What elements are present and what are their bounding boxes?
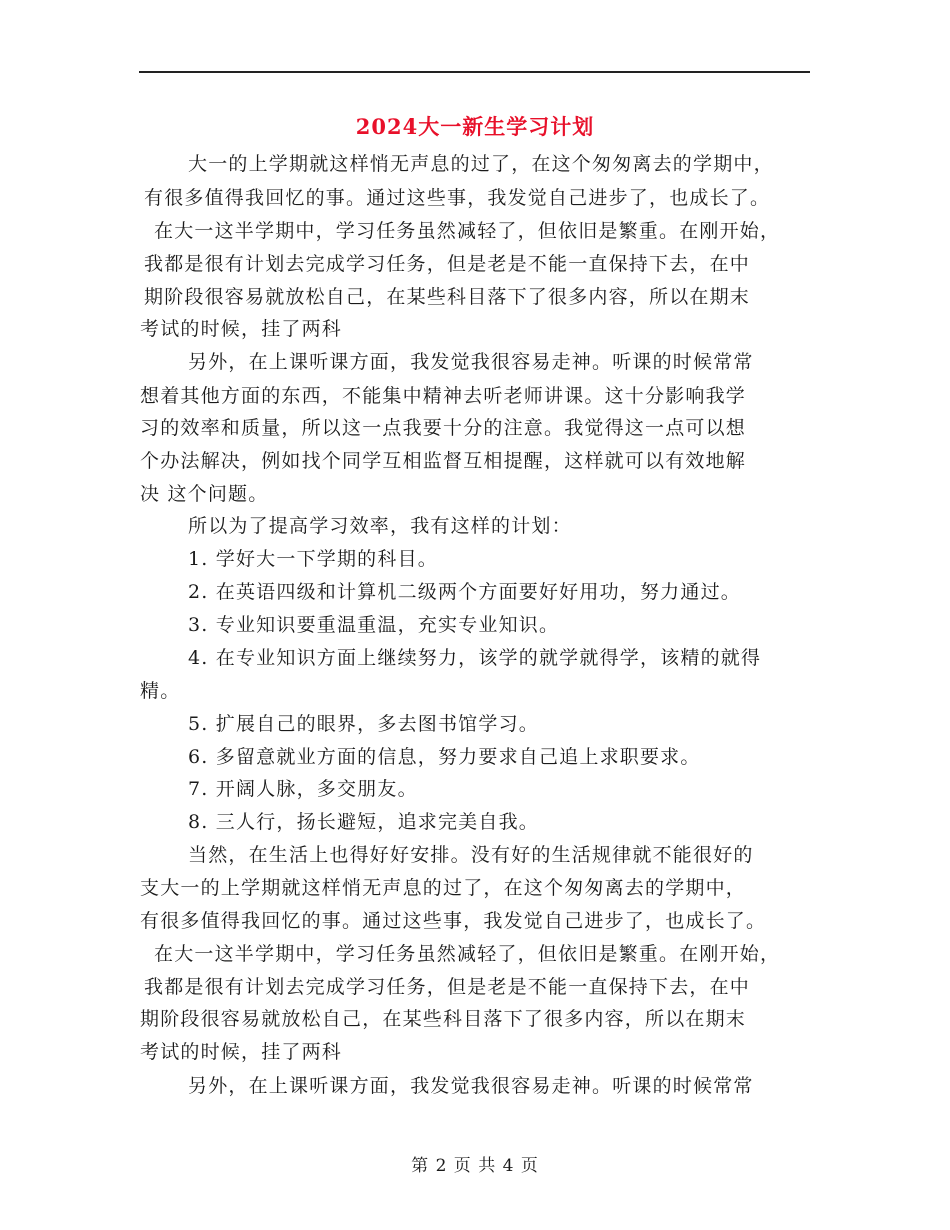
list-item: 6. 多留意就业方面的信息，努力要求自己追上求职要求。 (188, 746, 701, 768)
body-line: 期阶段很容易就放松自己，在某些科目落下了很多内容，所以在期末 (140, 1008, 747, 1030)
body-line: 想着其他方面的东西，不能集中精神去听老师讲课。这十分影响我学 (140, 385, 747, 407)
body-line: 个办法解决，例如找个同学互相监督互相提醒，这样就可以有效地解 (140, 450, 747, 472)
body-line: 支大一的上学期就这样悄无声息的过了，在这个匆匆离去的学期中， (140, 877, 747, 899)
body-line: 所以为了提高学习效率，我有这样的计划： (188, 515, 572, 537)
list-item: 2. 在英语四级和计算机二级两个方面要好好用功，努力通过。 (188, 581, 741, 603)
document-title: 2024大一新生学习计划 (355, 114, 595, 139)
body-line: 决 这个问题。 (140, 483, 269, 505)
body-line: 有很多值得我回忆的事。通过这些事，我发觉自己进步了，也成长了。 (144, 187, 771, 209)
body-line: 期阶段很容易就放松自己，在某些科目落下了很多内容，所以在期末 (144, 286, 751, 308)
body-line: 另外，在上课听课方面，我发觉我很容易走神。听课的时候常常 (188, 1075, 754, 1097)
page-number-footer: 第 2 页 共 4 页 (411, 1156, 539, 1176)
body-line: 在大一这半学期中，学习任务虽然减轻了，但依旧是繁重。在刚开始， (154, 943, 781, 965)
list-item: 5. 扩展自己的眼界，多去图书馆学习。 (188, 713, 539, 735)
list-item: 8. 三人行，扬长避短，追求完美自我。 (188, 811, 539, 833)
body-line: 当然，在生活上也得好好安排。没有好的生活规律就不能很好的 (188, 844, 754, 866)
body-line: 另外，在上课听课方面，我发觉我很容易走神。听课的时候常常 (188, 351, 754, 373)
body-line: 习的效率和质量，所以这一点我要十分的注意。我觉得这一点可以想 (140, 417, 747, 439)
body-line: 有很多值得我回忆的事。通过这些事，我发觉自己进步了，也成长了。 (140, 910, 767, 932)
body-line: 考试的时候，挂了两科 (140, 318, 343, 340)
header-rule (139, 71, 810, 73)
list-item: 3. 专业知识要重温重温，充实专业知识。 (188, 614, 560, 636)
list-item: 7. 开阔人脉，多交朋友。 (188, 778, 418, 800)
list-item: 1. 学好大一下学期的科目。 (188, 548, 438, 570)
body-line: 考试的时候，挂了两科 (140, 1041, 343, 1063)
body-line: 在大一这半学期中，学习任务虽然减轻了，但依旧是繁重。在刚开始， (154, 220, 781, 242)
body-line: 我都是很有计划去完成学习任务，但是老是不能一直保持下去，在中 (144, 253, 751, 275)
body-line: 大一的上学期就这样悄无声息的过了，在这个匆匆离去的学期中， (188, 153, 774, 175)
list-item: 4. 在专业知识方面上继续努力，该学的就学就得学，该精的就得 (188, 647, 762, 669)
list-item-continuation: 精。 (140, 680, 181, 702)
body-line: 我都是很有计划去完成学习任务，但是老是不能一直保持下去，在中 (144, 976, 751, 998)
